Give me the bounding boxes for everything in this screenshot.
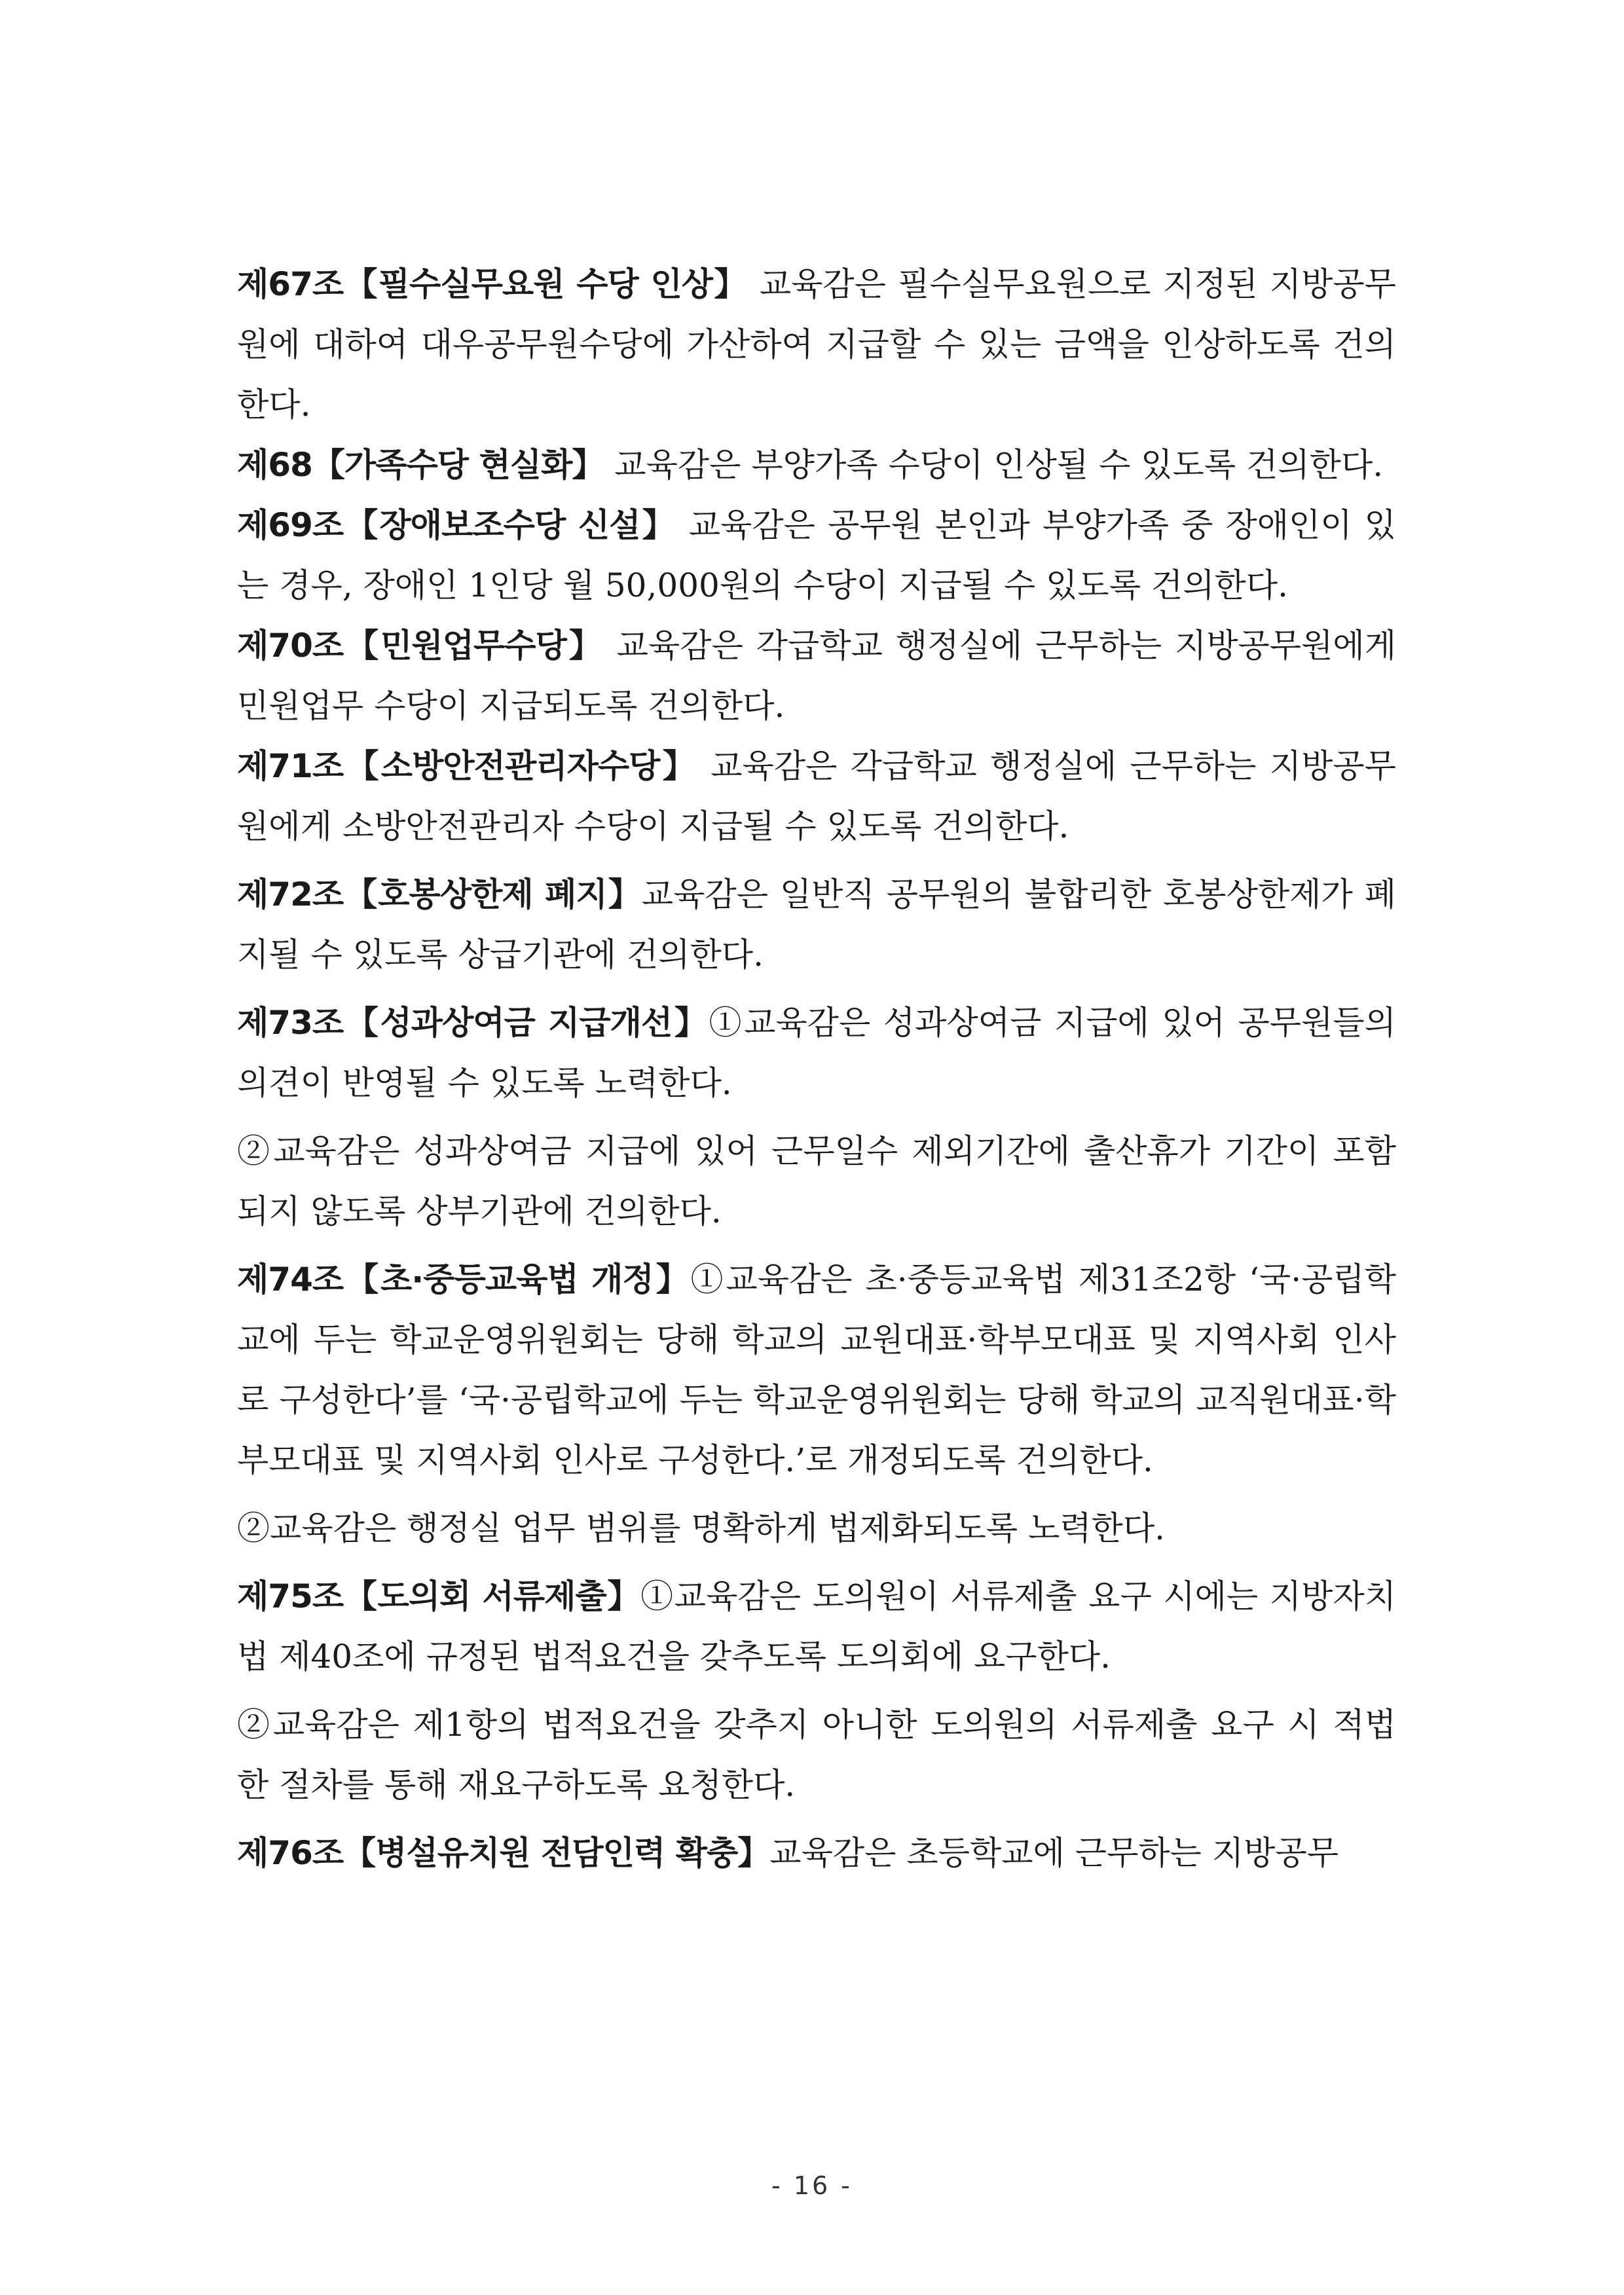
article-text: ①교육감은 성과상여금 지급에 있어 공무원들의 의견이 반영될 수 있도록 노력한다. <box>237 1004 1396 1102</box>
article-text: 교육감은 필수실무요원으로 지정된 지방공무원에 대하여 대우공무원수당에 가산하여 지급할 수 있는 금액을 인상하도록 건의한다. <box>237 265 1397 424</box>
article-74 <box>237 1249 1396 1490</box>
article-heading: 제75조【도의회 서류제출】 <box>237 1577 641 1615</box>
article-71 <box>237 736 1396 856</box>
article-73 <box>237 993 1396 1113</box>
article-list <box>237 254 1396 1883</box>
article-67 <box>237 254 1396 435</box>
article-heading: 제74조【초·중등교육법 개정】 <box>237 1260 691 1298</box>
article-heading: 제70조【민원업무수당】 <box>237 627 604 665</box>
article-text: ②교육감은 제1항의 법적요건을 갖추지 아니한 도의원의 서류제출 요구 시 적법한 절차를 통해 재요구하도록 요청한다. <box>237 1706 1396 1804</box>
article-heading: 제68【가족수당 현실화】 <box>237 446 604 484</box>
article-72 <box>237 864 1396 985</box>
article-68 <box>237 435 1396 495</box>
article-text: ②교육감은 행정실 업무 범위를 명확하게 법제화되도록 노력한다. <box>237 1509 1166 1547</box>
article-76 <box>237 1823 1396 1883</box>
article-text: 교육감은 일반직 공무원의 불합리한 호봉상한제가 폐지될 수 있도록 상급기관에 건의한다. <box>237 875 1396 974</box>
article-73-clause-2 <box>237 1121 1396 1241</box>
article-69 <box>237 495 1396 615</box>
article-heading: 제72조【호봉상한제 폐지】 <box>237 875 642 913</box>
article-heading: 제67조【필수실무요원 수당 인상】 <box>237 265 748 303</box>
article-heading: 제69조【장애보조수당 신설】 <box>237 506 676 544</box>
article-heading: 제71조【소방안전관리자수당】 <box>237 747 698 785</box>
article-text: ②교육감은 성과상여금 지급에 있어 근무일수 제외기간에 출산휴가 기간이 포함되지 않도록 상부기관에 건의한다. <box>237 1132 1396 1230</box>
article-heading: 제73조【성과상여금 지급개선】 <box>237 1004 709 1042</box>
article-text: 교육감은 각급학교 행정실에 근무하는 지방공무원에게 민원업무 수당이 지급되도록 건의한다. <box>237 627 1396 725</box>
article-70 <box>237 615 1396 736</box>
article-text: 교육감은 각급학교 행정실에 근무하는 지방공무원에게 소방안전관리자 수당이 지급될 수 있도록 건의한다. <box>237 747 1396 845</box>
article-text: 교육감은 공무원 본인과 부양가족 중 장애인이 있는 경우, 장애인 1인당 월 50,000원의 수당이 지급될 수 있도록 건의한다. <box>237 506 1396 604</box>
article-text: ①교육감은 초·중등교육법 제31조2항 ‘국·공립학교에 두는 학교운영위원회는 당해 학교의 교원대표·학부모대표 및 지역사회 인사로 구성한다’를 ‘국·공립학교에 두는 학교운영위원회는 당해 학교의 교직원대표·학부모대표 및 지역사회 인사로 구성한다.’로 개정되도록 건의한다. <box>237 1260 1396 1479</box>
article-75 <box>237 1566 1396 1687</box>
article-text: ①교육감은 도의원이 서류제출 요구 시에는 지방자치법 제40조에 규정된 법적요건을 갖추도록 도의회에 요구한다. <box>237 1577 1396 1676</box>
article-heading: 제76조【병설유치원 전담인력 확충】 <box>237 1834 770 1872</box>
article-75-clause-2 <box>237 1695 1396 1815</box>
article-text: 교육감은 초등학교에 근무하는 지방공무 <box>769 1834 1339 1872</box>
article-text: 교육감은 부양가족 수당이 인상될 수 있도록 건의한다. <box>604 446 1384 484</box>
article-74-clause-2 <box>237 1498 1396 1558</box>
page-number: - 16 - <box>771 2171 853 2200</box>
